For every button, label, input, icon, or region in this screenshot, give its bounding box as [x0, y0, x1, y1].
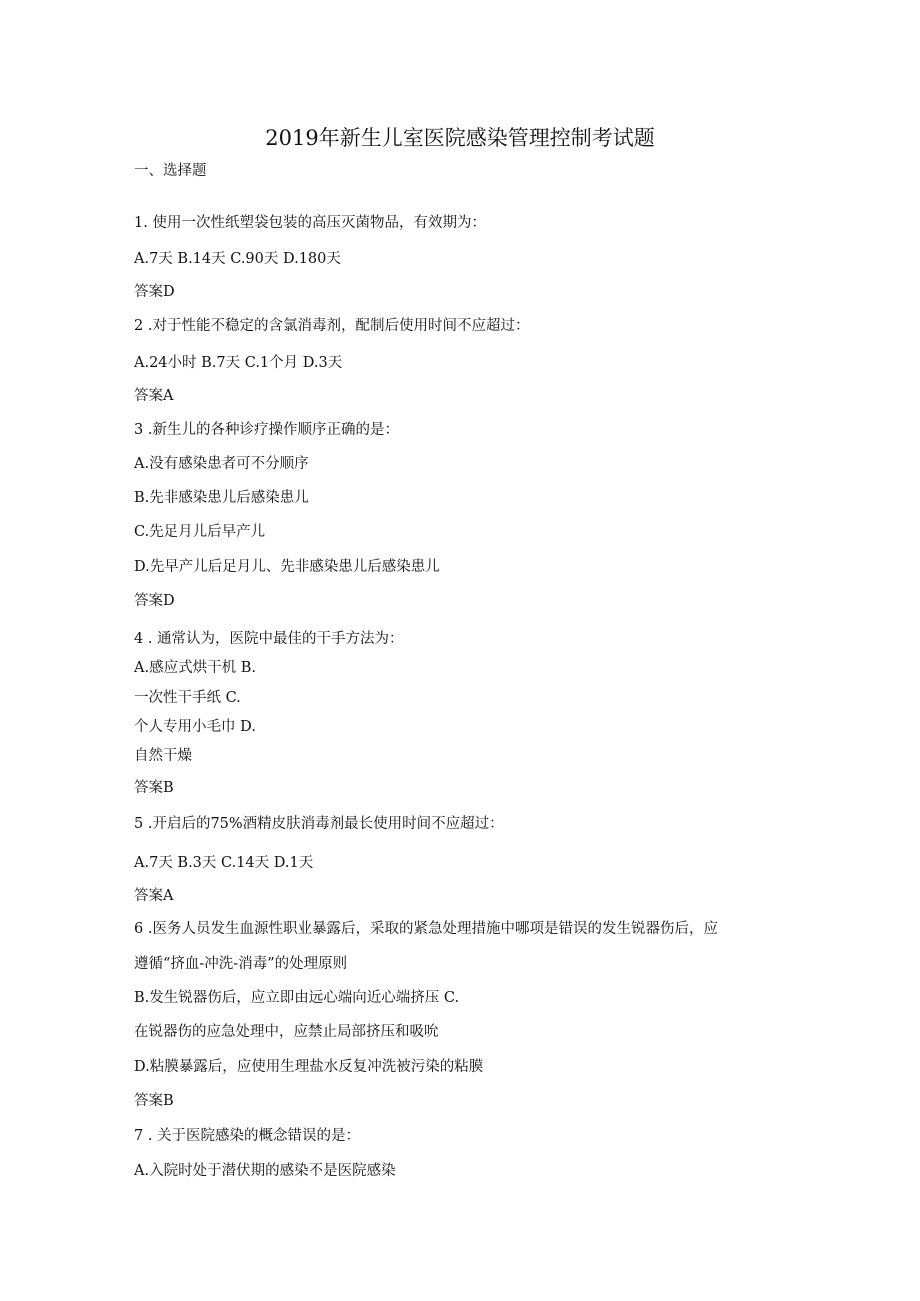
question-7: 7 . 关于医院感染的概念错误的是： — [134, 1128, 361, 1144]
question-3-answer: 答案D — [134, 593, 175, 609]
question-1: 1. 使用一次性纸塑袋包装的高压灭菌物品，有效期为： — [134, 215, 486, 231]
question-5-options: A.7天 B.3天 C.14天 D.1天 — [134, 855, 314, 871]
question-4: 4 . 通常认为，医院中最佳的干手方法为： — [134, 631, 404, 647]
question-6-option-a: 遵循“挤血-冲洗-消毒”的处理原则 — [134, 956, 348, 972]
question-6-answer: 答案B — [134, 1093, 174, 1109]
question-3: 3 .新生儿的各种诊疗操作顺序正确的是： — [134, 422, 399, 438]
section-heading: 一、选择题 — [134, 163, 207, 179]
question-2-options: A.24小时 B.7天 C.1个月 D.3天 — [134, 355, 343, 371]
question-4-option-a: A.感应式烘干机 B. — [134, 660, 256, 676]
question-2: 2 .对于性能不稳定的含氯消毒剂，配制后使用时间不应超过： — [134, 318, 530, 334]
question-7-option-a: A.入院时处于潜伏期的感染不是医院感染 — [134, 1163, 396, 1179]
document-title: 2019年新生儿室医院感染管理控制考试题 — [265, 126, 655, 150]
question-3-option-c: C.先足月儿后早产儿 — [134, 524, 266, 540]
question-4-option-c: 个人专用小毛巾 D. — [134, 719, 256, 735]
question-4-option-d: 自然干燥 — [134, 748, 192, 764]
question-6: 6 .医务人员发生血源性职业暴露后，采取的紧急处理措施中哪项是错误的发生锐器伤后，应 — [134, 921, 718, 937]
question-3-option-d: D.先早产儿后足月儿、先非感染患儿后感染患儿 — [134, 559, 440, 575]
question-2-answer: 答案A — [134, 388, 174, 404]
question-1-options: A.7天 B.14天 C.90天 D.180天 — [134, 251, 341, 267]
question-3-option-b: B.先非感染患儿后感染患儿 — [134, 490, 309, 506]
question-6-option-b: B.发生锐器伤后，应立即由远心端向近心端挤压 C. — [134, 990, 460, 1006]
question-1-answer: 答案D — [134, 284, 175, 300]
question-6-option-c: 在锐器伤的应急处理中，应禁止局部挤压和吸吮 — [134, 1024, 439, 1040]
question-5-answer: 答案A — [134, 888, 174, 904]
question-6-option-d: D.粘膜暴露后，应使用生理盐水反复冲洗被污染的粘膜 — [134, 1059, 484, 1075]
question-4-option-b: 一次性干手纸 C. — [134, 690, 241, 706]
question-4-answer: 答案B — [134, 780, 174, 796]
question-3-option-a: A.没有感染患者可不分顺序 — [134, 456, 309, 472]
question-5: 5 .开启后的75%酒精皮肤消毒剂最长使用时间不应超过： — [134, 816, 504, 832]
